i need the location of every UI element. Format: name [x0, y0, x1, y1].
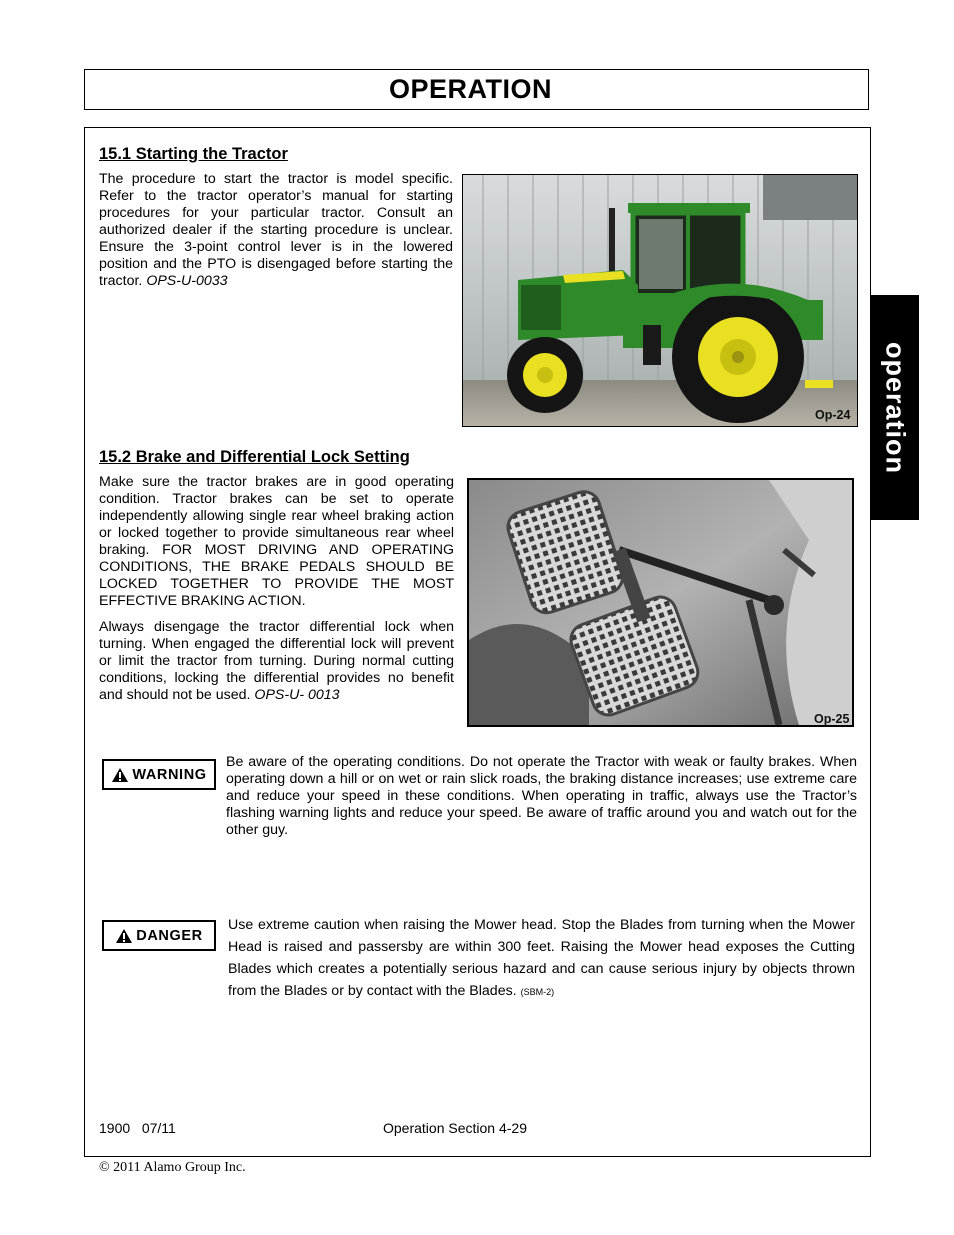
danger-badge [102, 920, 216, 951]
section-1-code: OPS-U-0033 [146, 273, 228, 289]
section-1-title: 15.1 Starting the Tractor [99, 145, 288, 163]
danger-code: (SBM-2) [520, 987, 555, 997]
section-1-body-text: The procedure to start the tractor is model specific. Refer to the tractor operator’s manual for starting procedures for your particular tractor. Consult an authorized dealer if the starting procedure is unclear. Ensure the 3-point control lever is in the lowered position and the PTO is disengaged before starting the tractor. [99, 171, 453, 289]
brake-pedal-photo [467, 478, 854, 727]
section-1-body [99, 171, 453, 290]
footer-model-date: 1900 07/11 [99, 1120, 176, 1136]
page-title: OPERATION [388, 74, 552, 104]
footer-section: Operation Section 4-29 [383, 1120, 527, 1136]
danger-badge-label: DANGER [136, 927, 203, 944]
copyright: © 2011 Alamo Group Inc. [99, 1160, 246, 1175]
section-side-tab [870, 295, 919, 520]
warning-triangle-icon [111, 767, 129, 783]
section-2-body-2 [99, 619, 454, 704]
page-header [84, 69, 869, 110]
warning-badge [102, 759, 216, 790]
figure-label-op25: Op-25 [814, 712, 850, 726]
danger-text [228, 914, 855, 1003]
tractor-illustration [463, 175, 858, 427]
warning-text: Be aware of the operating conditions. Do not operate the Tractor with weak or faulty brakes. When operating down a hill or on wet or rain slick roads, the braking distance increases; use extreme care and reduce your speed in these conditions. When operating in traffic, always use the Tractor’s flashing warning lights and reduce your speed. Be aware of traffic around you and watch out for the other guy. [226, 754, 857, 838]
side-tab-label: operation [880, 341, 910, 474]
section-2-body-2-text: Always disengage the tractor differential lock when turning. When engaged the differential lock will prevent or limit the tractor from turning. During normal cutting conditions, locking the differential provides no benefit and should not be used. [99, 619, 454, 703]
warning-badge-label: WARNING [132, 766, 207, 783]
section-2-code: OPS-U- 0013 [254, 687, 340, 703]
danger-text-body: Use extreme caution when raising the Mower head. Stop the Blades from turning when the Mower Head is raised and passersby are within 300 feet. Raising the Mower head exposes the Cutting Blades which creates a potentially serious hazard and can cause serious injury by objects thrown from the Blades or by contact with the Blades. [228, 917, 855, 999]
figure-label-op24: Op-24 [815, 408, 851, 422]
brake-pedal-illustration [469, 480, 852, 725]
section-2-title: 15.2 Brake and Differential Lock Setting [99, 448, 410, 466]
section-2-body-1: Make sure the tractor brakes are in good operating condition. Tractor brakes can be set to operate independently allowing single rear wheel braking action or locked together to provide simultaneous rear wheel braking. FOR MOST DRIVING AND OPERATING CONDITIONS, THE BRAKE PEDALS SHOULD BE LOCKED TOGETHER TO PROVIDE THE MOST EFFECTIVE BRAKING ACTION. [99, 474, 454, 609]
danger-triangle-icon [115, 928, 133, 944]
tractor-photo [462, 174, 858, 427]
